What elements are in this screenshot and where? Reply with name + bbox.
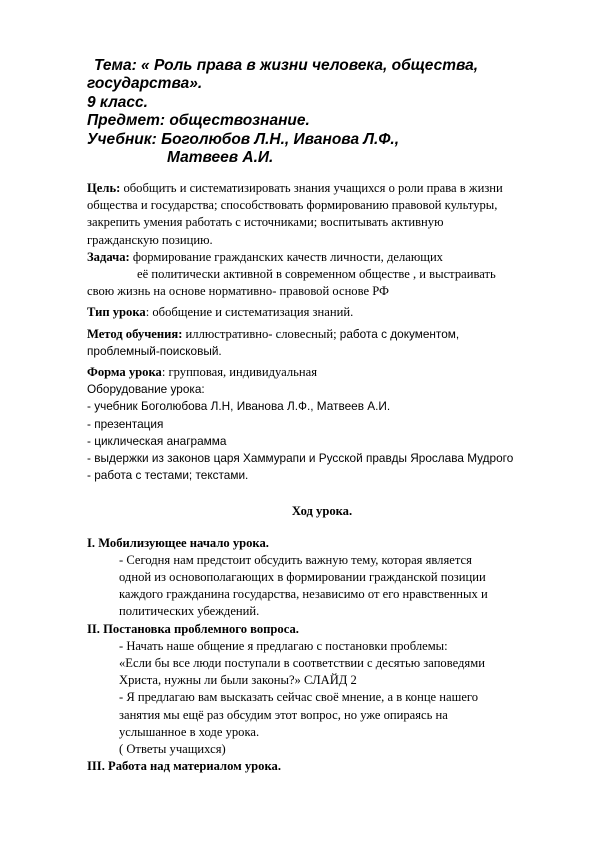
- textbook-line: Учебник: Боголюбов Л.Н., Иванова Л.Ф.,: [87, 130, 400, 148]
- lesson-type: [87, 304, 557, 321]
- section-heading: III. Работа над материалом урока.: [87, 759, 281, 774]
- task-paragraph: [87, 249, 557, 266]
- equipment-item: - циклическая анаграмма: [87, 433, 227, 448]
- grade-line: 9 класс.: [87, 93, 148, 111]
- method-line: проблемный-поисковый.: [87, 343, 222, 358]
- goal-line: общества и государства; способствовать формированию правовой культуры,: [87, 198, 498, 213]
- section-heading: I. Мобилизующее начало урока.: [87, 535, 269, 550]
- goal-label: Цель:: [87, 181, 121, 195]
- lesson-header: [87, 57, 557, 167]
- section-text-line: «Если бы все люди поступали в соответствии с десятью заповедями: [119, 656, 485, 671]
- method-paragraph: [87, 326, 557, 343]
- goal-line: закрепить умения работать с источниками; воспитывать активную: [87, 215, 444, 230]
- section-text-line: - Сегодня нам предстоит обсудить важную тему, которая является: [119, 552, 472, 567]
- section-text-line: - Начать наше общение я предлагаю с постановки проблемы:: [119, 638, 448, 653]
- textbook-author-line: Матвеев А.И.: [167, 149, 274, 167]
- equipment-item: - учебник Боголюбова Л.Н, Иванова Л.Ф., Матвеев А.И.: [87, 399, 391, 414]
- topic-line: Тема: « Роль права в жизни человека, общества,: [94, 57, 479, 74]
- equipment-item: - выдержки из законов царя Хаммурапи и Русской правды Ярослава Мудрого: [87, 451, 514, 466]
- task-line: свою жизнь на основе нормативно- правовой основе РФ: [87, 284, 389, 299]
- lesson-progress-heading: Ход урока.: [291, 504, 353, 519]
- form-text: : групповая, индивидуальная: [161, 365, 318, 380]
- task-text: формирование гражданских качеств личности, делающих: [129, 249, 443, 264]
- method-doc-text: работа с документом,: [339, 326, 460, 341]
- section-text-line: одной из основополагающих в формировании гражданской позиции: [119, 570, 486, 585]
- method-label: Метод обучения:: [87, 326, 183, 341]
- section-text-line: услышанное в ходе урока.: [119, 724, 260, 739]
- lesson-body: [87, 180, 557, 776]
- lesson-type-label: Тип урока: [87, 305, 146, 320]
- task-label: Задача:: [87, 249, 130, 264]
- section-text-line: - Я предлагаю вам высказать сейчас своё мнение, а в конце нашего: [119, 690, 479, 705]
- section-text-line: политических убеждений.: [119, 604, 260, 619]
- goal-paragraph: [87, 180, 557, 197]
- form-paragraph: [87, 364, 557, 381]
- section-text-line: ( Ответы учащихся): [119, 742, 226, 757]
- equipment-title: Оборудование урока:: [87, 382, 205, 397]
- method-text: иллюстративно- словесный;: [182, 326, 340, 341]
- lesson-type-text: : обобщение и систематизация знаний.: [145, 305, 354, 320]
- subject-line: Предмет: обществознание.: [87, 112, 310, 130]
- section-text-line: Христа, нужны ли были законы?» СЛАЙД 2: [119, 673, 357, 688]
- section-text-line: занятия мы ещё раз обсудим этот вопрос, но уже опираясь на: [119, 707, 448, 722]
- goal-line: гражданскую позицию.: [87, 232, 213, 247]
- equipment-item: - презентация: [87, 416, 164, 431]
- equipment-item: - работа с тестами; текстами.: [87, 468, 249, 483]
- section-text-line: каждого гражданина государства, независимо от его нравственных и: [119, 587, 488, 602]
- topic-line-continued: государства».: [87, 75, 203, 93]
- goal-text: обобщить и систематизировать знания учащихся о роли права в жизни: [120, 181, 503, 195]
- section-heading: II. Постановка проблемного вопроса.: [87, 621, 299, 636]
- form-label: Форма урока: [87, 365, 162, 380]
- task-line: её политически активной в современном обществе , и выстраивать: [137, 267, 496, 282]
